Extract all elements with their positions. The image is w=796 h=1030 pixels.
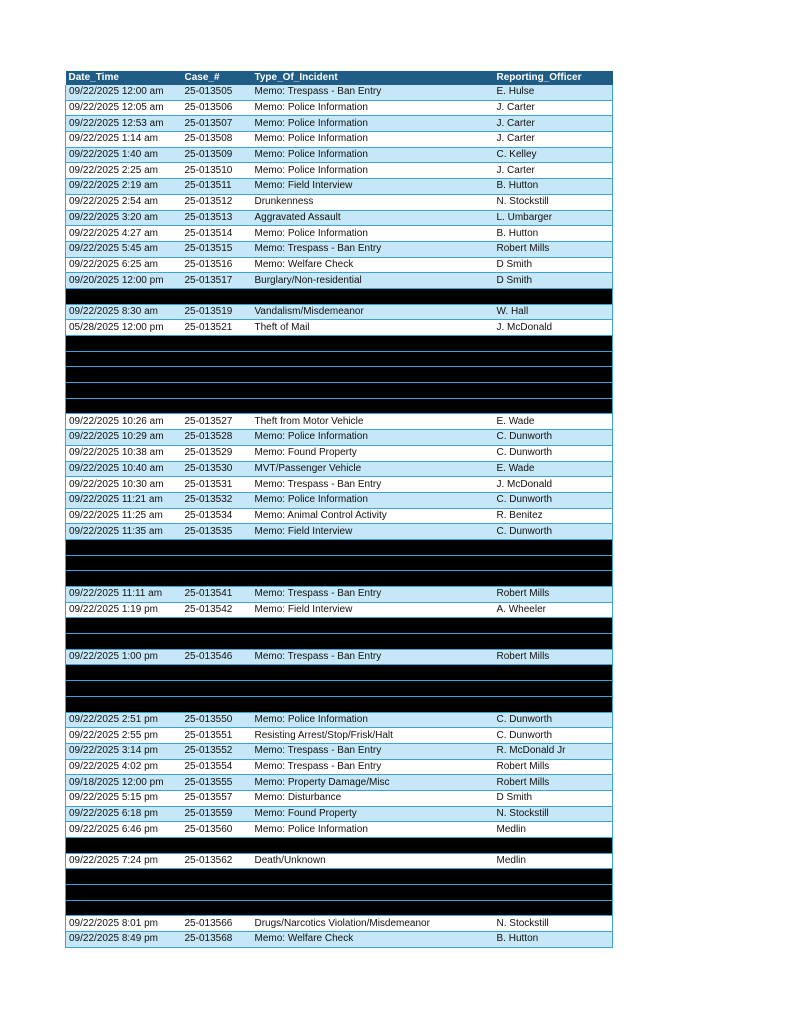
redaction-block (252, 351, 494, 367)
cell-date-time: 09/22/2025 7:24 pm (66, 853, 182, 869)
cell-date-time: 09/22/2025 12:00 am (66, 85, 182, 100)
redacted-row (66, 539, 613, 555)
cell-type-of-incident: Memo: Police Information (252, 132, 494, 148)
header-date-time: Date_Time (66, 71, 182, 85)
table-row (66, 587, 613, 603)
cell-reporting-officer: Medlin (494, 822, 613, 838)
cell-case-number: 25-013566 (182, 916, 252, 932)
table-row (66, 759, 613, 775)
incident-table (65, 71, 613, 948)
cell-case-number: 25-013512 (182, 194, 252, 210)
redaction-block (182, 885, 252, 901)
cell-reporting-officer: Robert Mills (494, 759, 613, 775)
table-row (66, 477, 613, 493)
cell-type-of-incident: Memo: Found Property (252, 445, 494, 461)
redacted-row (66, 838, 613, 854)
redaction-block (66, 398, 182, 414)
redaction-block (182, 398, 252, 414)
redaction-block (66, 838, 182, 854)
table-row (66, 430, 613, 446)
cell-type-of-incident: Aggravated Assault (252, 210, 494, 226)
redaction-block (182, 869, 252, 885)
cell-date-time: 09/22/2025 2:25 am (66, 163, 182, 179)
cell-case-number: 25-013534 (182, 508, 252, 524)
redaction-block (182, 665, 252, 681)
redacted-row (66, 696, 613, 712)
redaction-block (182, 571, 252, 587)
redaction-block (252, 571, 494, 587)
cell-case-number: 25-013528 (182, 430, 252, 446)
cell-type-of-incident: Memo: Police Information (252, 430, 494, 446)
redaction-block (66, 571, 182, 587)
cell-date-time: 09/22/2025 11:21 am (66, 492, 182, 508)
cell-type-of-incident: Memo: Field Interview (252, 602, 494, 618)
redaction-block (182, 555, 252, 571)
table-row (66, 775, 613, 791)
cell-case-number: 25-013527 (182, 414, 252, 430)
redaction-block (494, 618, 613, 634)
cell-date-time: 09/22/2025 5:45 am (66, 241, 182, 257)
redaction-block (66, 696, 182, 712)
cell-type-of-incident: Memo: Police Information (252, 226, 494, 242)
redaction-block (182, 336, 252, 352)
redacted-row (66, 383, 613, 399)
table-row (66, 712, 613, 728)
redaction-block (182, 351, 252, 367)
redaction-block (252, 900, 494, 916)
cell-case-number: 25-013529 (182, 445, 252, 461)
redacted-row (66, 618, 613, 634)
redaction-block (66, 555, 182, 571)
table-row (66, 273, 613, 289)
redaction-block (252, 696, 494, 712)
cell-reporting-officer: W. Hall (494, 304, 613, 320)
cell-date-time: 09/22/2025 6:46 pm (66, 822, 182, 838)
cell-reporting-officer: C. Dunworth (494, 728, 613, 744)
table-row (66, 728, 613, 744)
cell-case-number: 25-013535 (182, 524, 252, 540)
cell-date-time: 09/22/2025 2:19 am (66, 179, 182, 195)
cell-type-of-incident: Memo: Trespass - Ban Entry (252, 85, 494, 100)
redacted-row (66, 336, 613, 352)
cell-case-number: 25-013550 (182, 712, 252, 728)
cell-reporting-officer: C. Dunworth (494, 445, 613, 461)
cell-reporting-officer: C. Dunworth (494, 712, 613, 728)
cell-reporting-officer: J. Carter (494, 100, 613, 116)
table-row (66, 100, 613, 116)
cell-date-time: 09/22/2025 2:55 pm (66, 728, 182, 744)
redaction-block (182, 618, 252, 634)
cell-type-of-incident: Memo: Trespass - Ban Entry (252, 743, 494, 759)
cell-case-number: 25-013514 (182, 226, 252, 242)
cell-reporting-officer: C. Dunworth (494, 492, 613, 508)
table-row (66, 853, 613, 869)
redaction-block (182, 539, 252, 555)
cell-reporting-officer: J. Carter (494, 163, 613, 179)
cell-case-number: 25-013515 (182, 241, 252, 257)
redacted-row (66, 681, 613, 697)
redacted-row (66, 288, 613, 304)
cell-type-of-incident: Memo: Animal Control Activity (252, 508, 494, 524)
cell-date-time: 09/22/2025 3:14 pm (66, 743, 182, 759)
cell-reporting-officer: B. Hutton (494, 226, 613, 242)
cell-reporting-officer: C. Kelley (494, 147, 613, 163)
cell-case-number: 25-013510 (182, 163, 252, 179)
redaction-block (66, 383, 182, 399)
redacted-row (66, 555, 613, 571)
table-row (66, 602, 613, 618)
cell-date-time: 09/22/2025 1:40 am (66, 147, 182, 163)
cell-type-of-incident: Drugs/Narcotics Violation/Misdemeanor (252, 916, 494, 932)
redacted-row (66, 885, 613, 901)
cell-type-of-incident: Vandalism/Misdemeanor (252, 304, 494, 320)
redaction-block (66, 336, 182, 352)
cell-date-time: 09/22/2025 11:35 am (66, 524, 182, 540)
redaction-block (494, 634, 613, 650)
cell-reporting-officer: Medlin (494, 853, 613, 869)
redaction-block (494, 885, 613, 901)
redaction-block (182, 838, 252, 854)
cell-reporting-officer: J. McDonald (494, 320, 613, 336)
redaction-block (252, 681, 494, 697)
redaction-block (182, 383, 252, 399)
redaction-block (66, 900, 182, 916)
redacted-row (66, 571, 613, 587)
cell-reporting-officer: E. Wade (494, 461, 613, 477)
redaction-block (252, 618, 494, 634)
cell-date-time: 09/22/2025 1:19 pm (66, 602, 182, 618)
cell-date-time: 09/22/2025 4:27 am (66, 226, 182, 242)
redaction-block (494, 555, 613, 571)
cell-date-time: 09/22/2025 4:02 pm (66, 759, 182, 775)
table-row (66, 508, 613, 524)
table-row (66, 932, 613, 948)
table-row (66, 806, 613, 822)
redaction-block (252, 367, 494, 383)
table-row (66, 743, 613, 759)
cell-reporting-officer: J. Carter (494, 132, 613, 148)
cell-type-of-incident: Memo: Trespass - Ban Entry (252, 241, 494, 257)
cell-date-time: 05/28/2025 12:00 pm (66, 320, 182, 336)
table-row (66, 210, 613, 226)
cell-date-time: 09/22/2025 3:20 am (66, 210, 182, 226)
cell-case-number: 25-013551 (182, 728, 252, 744)
cell-reporting-officer: Robert Mills (494, 241, 613, 257)
cell-case-number: 25-013513 (182, 210, 252, 226)
cell-reporting-officer: A. Wheeler (494, 602, 613, 618)
table-row (66, 445, 613, 461)
cell-case-number: 25-013508 (182, 132, 252, 148)
redaction-block (252, 634, 494, 650)
redaction-block (494, 398, 613, 414)
cell-type-of-incident: Memo: Trespass - Ban Entry (252, 649, 494, 665)
cell-date-time: 09/22/2025 6:25 am (66, 257, 182, 273)
cell-case-number: 25-013506 (182, 100, 252, 116)
table-row (66, 179, 613, 195)
cell-type-of-incident: Resisting Arrest/Stop/Frisk/Halt (252, 728, 494, 744)
cell-date-time: 09/22/2025 8:49 pm (66, 932, 182, 948)
cell-type-of-incident: Theft of Mail (252, 320, 494, 336)
cell-reporting-officer: C. Dunworth (494, 430, 613, 446)
table-row (66, 524, 613, 540)
cell-reporting-officer: B. Hutton (494, 932, 613, 948)
cell-date-time: 09/18/2025 12:00 pm (66, 775, 182, 791)
cell-case-number: 25-013507 (182, 116, 252, 132)
redaction-block (66, 618, 182, 634)
cell-case-number: 25-013530 (182, 461, 252, 477)
cell-type-of-incident: Memo: Police Information (252, 712, 494, 728)
redaction-block (66, 681, 182, 697)
table-row (66, 461, 613, 477)
cell-type-of-incident: Memo: Disturbance (252, 790, 494, 806)
cell-case-number: 25-013532 (182, 492, 252, 508)
table-row (66, 116, 613, 132)
table-row (66, 226, 613, 242)
cell-case-number: 25-013554 (182, 759, 252, 775)
redaction-block (252, 336, 494, 352)
redaction-block (494, 351, 613, 367)
redaction-block (66, 885, 182, 901)
cell-date-time: 09/22/2025 11:25 am (66, 508, 182, 524)
table-row (66, 257, 613, 273)
table-row (66, 492, 613, 508)
table-row (66, 132, 613, 148)
redaction-block (252, 288, 494, 304)
redaction-block (66, 288, 182, 304)
redaction-block (66, 665, 182, 681)
redacted-row (66, 398, 613, 414)
redaction-block (182, 681, 252, 697)
cell-case-number: 25-013552 (182, 743, 252, 759)
redaction-block (494, 288, 613, 304)
table-row (66, 163, 613, 179)
redaction-block (494, 869, 613, 885)
redacted-row (66, 367, 613, 383)
redaction-block (182, 900, 252, 916)
redaction-block (182, 634, 252, 650)
cell-type-of-incident: Theft from Motor Vehicle (252, 414, 494, 430)
table-row (66, 822, 613, 838)
redaction-block (494, 665, 613, 681)
cell-date-time: 09/22/2025 11:11 am (66, 587, 182, 603)
cell-date-time: 09/22/2025 12:05 am (66, 100, 182, 116)
redaction-block (494, 571, 613, 587)
table-row (66, 304, 613, 320)
cell-date-time: 09/22/2025 10:38 am (66, 445, 182, 461)
cell-reporting-officer: D Smith (494, 257, 613, 273)
cell-type-of-incident: Memo: Field Interview (252, 179, 494, 195)
cell-type-of-incident: Memo: Police Information (252, 116, 494, 132)
cell-date-time: 09/22/2025 12:53 am (66, 116, 182, 132)
cell-type-of-incident: Memo: Police Information (252, 100, 494, 116)
cell-reporting-officer: D Smith (494, 273, 613, 289)
cell-type-of-incident: Memo: Trespass - Ban Entry (252, 477, 494, 493)
cell-type-of-incident: MVT/Passenger Vehicle (252, 461, 494, 477)
header-reporting-officer: Reporting_Officer (494, 71, 613, 85)
cell-date-time: 09/22/2025 8:30 am (66, 304, 182, 320)
cell-case-number: 25-013517 (182, 273, 252, 289)
cell-type-of-incident: Memo: Welfare Check (252, 932, 494, 948)
redaction-block (252, 838, 494, 854)
cell-reporting-officer: N. Stockstill (494, 194, 613, 210)
cell-date-time: 09/22/2025 10:30 am (66, 477, 182, 493)
redaction-block (66, 869, 182, 885)
redaction-block (252, 555, 494, 571)
redaction-block (494, 367, 613, 383)
table-row (66, 194, 613, 210)
cell-reporting-officer: R. Benitez (494, 508, 613, 524)
redacted-row (66, 900, 613, 916)
cell-case-number: 25-013557 (182, 790, 252, 806)
cell-reporting-officer: B. Hutton (494, 179, 613, 195)
cell-case-number: 25-013531 (182, 477, 252, 493)
cell-reporting-officer: L. Umbarger (494, 210, 613, 226)
cell-type-of-incident: Burglary/Non-residential (252, 273, 494, 289)
redaction-block (494, 336, 613, 352)
cell-type-of-incident: Death/Unknown (252, 853, 494, 869)
cell-case-number: 25-013505 (182, 85, 252, 100)
table-row (66, 147, 613, 163)
redaction-block (494, 681, 613, 697)
cell-date-time: 09/22/2025 5:15 pm (66, 790, 182, 806)
redaction-block (182, 288, 252, 304)
cell-case-number: 25-013511 (182, 179, 252, 195)
table-row (66, 85, 613, 100)
redaction-block (252, 398, 494, 414)
cell-date-time: 09/22/2025 2:54 am (66, 194, 182, 210)
redaction-block (252, 869, 494, 885)
redaction-block (494, 696, 613, 712)
redacted-row (66, 634, 613, 650)
cell-type-of-incident: Memo: Police Information (252, 822, 494, 838)
table-row (66, 320, 613, 336)
cell-type-of-incident: Memo: Welfare Check (252, 257, 494, 273)
cell-date-time: 09/22/2025 6:18 pm (66, 806, 182, 822)
cell-reporting-officer: N. Stockstill (494, 916, 613, 932)
cell-reporting-officer: E. Wade (494, 414, 613, 430)
cell-case-number: 25-013555 (182, 775, 252, 791)
header-row (66, 71, 613, 85)
table-row (66, 649, 613, 665)
cell-date-time: 09/22/2025 10:40 am (66, 461, 182, 477)
cell-date-time: 09/22/2025 1:14 am (66, 132, 182, 148)
cell-type-of-incident: Memo: Field Interview (252, 524, 494, 540)
cell-reporting-officer: N. Stockstill (494, 806, 613, 822)
cell-reporting-officer: Robert Mills (494, 587, 613, 603)
cell-reporting-officer: J. McDonald (494, 477, 613, 493)
redaction-block (494, 383, 613, 399)
cell-type-of-incident: Drunkenness (252, 194, 494, 210)
cell-date-time: 09/22/2025 10:29 am (66, 430, 182, 446)
cell-date-time: 09/22/2025 2:51 pm (66, 712, 182, 728)
redaction-block (66, 539, 182, 555)
cell-reporting-officer: D Smith (494, 790, 613, 806)
redaction-block (182, 367, 252, 383)
cell-case-number: 25-013568 (182, 932, 252, 948)
cell-case-number: 25-013516 (182, 257, 252, 273)
redacted-row (66, 351, 613, 367)
cell-type-of-incident: Memo: Found Property (252, 806, 494, 822)
cell-type-of-incident: Memo: Property Damage/Misc (252, 775, 494, 791)
cell-case-number: 25-013542 (182, 602, 252, 618)
redaction-block (252, 885, 494, 901)
redaction-block (494, 838, 613, 854)
redaction-block (66, 634, 182, 650)
redaction-block (66, 351, 182, 367)
table-body (66, 85, 613, 947)
table-row (66, 414, 613, 430)
cell-date-time: 09/22/2025 1:00 pm (66, 649, 182, 665)
cell-type-of-incident: Memo: Police Information (252, 163, 494, 179)
redaction-block (494, 900, 613, 916)
header-type-of-incident: Type_Of_Incident (252, 71, 494, 85)
redacted-row (66, 869, 613, 885)
header-case-number: Case_# (182, 71, 252, 85)
redacted-row (66, 665, 613, 681)
redaction-block (66, 367, 182, 383)
table-row (66, 916, 613, 932)
cell-case-number: 25-013509 (182, 147, 252, 163)
cell-reporting-officer: C. Dunworth (494, 524, 613, 540)
table-row (66, 790, 613, 806)
table-row (66, 241, 613, 257)
cell-reporting-officer: Robert Mills (494, 649, 613, 665)
cell-case-number: 25-013541 (182, 587, 252, 603)
cell-reporting-officer: E. Hulse (494, 85, 613, 100)
cell-case-number: 25-013519 (182, 304, 252, 320)
cell-reporting-officer: R. McDonald Jr (494, 743, 613, 759)
cell-case-number: 25-013546 (182, 649, 252, 665)
cell-reporting-officer: Robert Mills (494, 775, 613, 791)
redaction-block (494, 539, 613, 555)
cell-reporting-officer: J. Carter (494, 116, 613, 132)
redaction-block (252, 383, 494, 399)
cell-case-number: 25-013521 (182, 320, 252, 336)
cell-date-time: 09/22/2025 8:01 pm (66, 916, 182, 932)
cell-type-of-incident: Memo: Police Information (252, 492, 494, 508)
cell-date-time: 09/20/2025 12:00 pm (66, 273, 182, 289)
cell-case-number: 25-013560 (182, 822, 252, 838)
cell-type-of-incident: Memo: Police Information (252, 147, 494, 163)
redaction-block (182, 696, 252, 712)
redaction-block (252, 539, 494, 555)
cell-date-time: 09/22/2025 10:26 am (66, 414, 182, 430)
cell-type-of-incident: Memo: Trespass - Ban Entry (252, 759, 494, 775)
cell-case-number: 25-013559 (182, 806, 252, 822)
cell-type-of-incident: Memo: Trespass - Ban Entry (252, 587, 494, 603)
redaction-block (252, 665, 494, 681)
cell-case-number: 25-013562 (182, 853, 252, 869)
